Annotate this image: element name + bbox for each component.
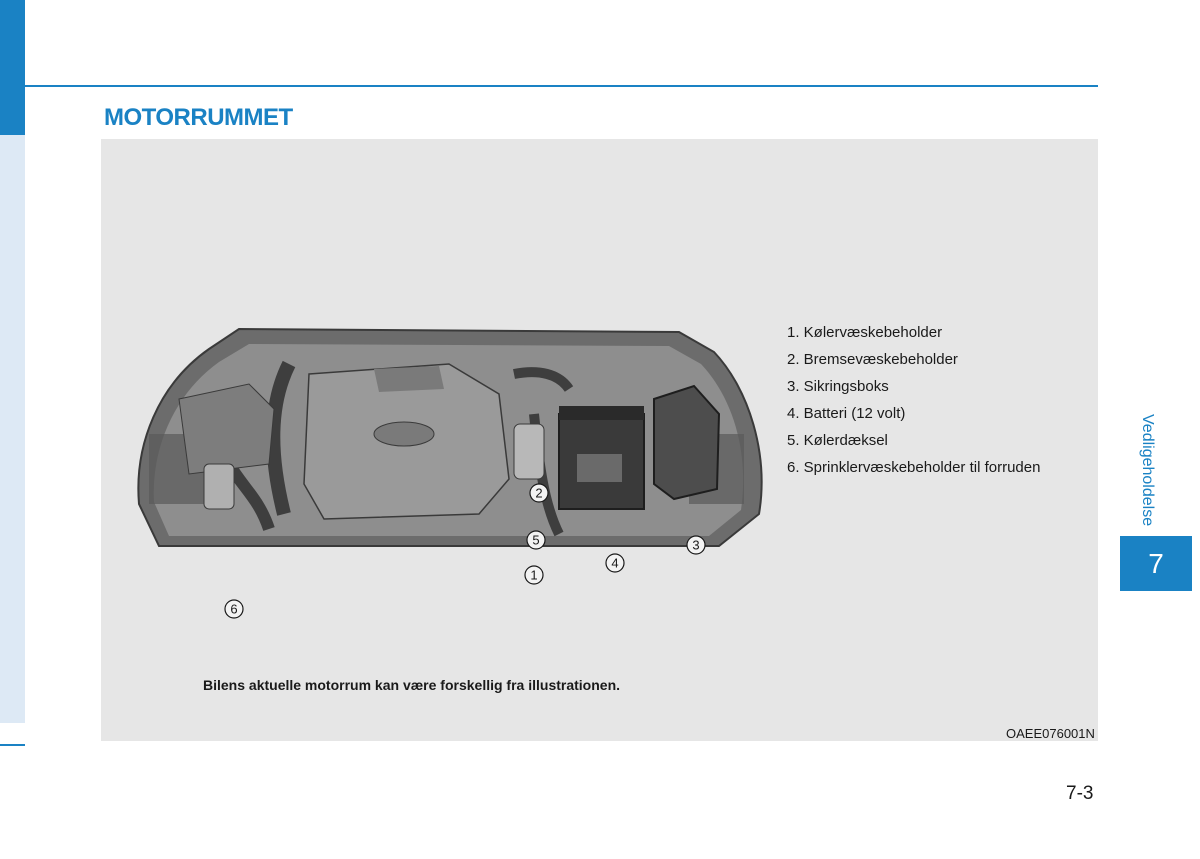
callout-1 <box>525 566 543 584</box>
legend-item: 3. Sikringsboks <box>787 378 889 395</box>
figure-panel <box>101 139 1098 741</box>
chapter-color-tab <box>0 0 25 135</box>
engine-compartment-illustration <box>119 314 759 617</box>
image-code: OAEE076001N <box>1006 726 1095 741</box>
svg-text:2: 2 <box>535 485 543 501</box>
callout-4 <box>606 554 624 572</box>
callout-6 <box>225 600 243 618</box>
chapter-side-label: Vedligeholdelse <box>1139 413 1156 527</box>
legend-item: 6. Sprinklervæskebeholder til forruden <box>787 459 1041 476</box>
section-title: MOTORRUMMET <box>104 104 293 131</box>
page-number: 7-3 <box>1066 783 1094 804</box>
callout-3 <box>687 536 705 554</box>
chapter-number-tab: 7 <box>1120 536 1192 591</box>
figure-note: Bilens aktuelle motorrum kan være forskellig fra illustrationen. <box>203 677 621 693</box>
legend-item: 4. Batteri (12 volt) <box>787 405 906 422</box>
svg-text:5: 5 <box>532 532 540 548</box>
left-margin-rule <box>0 744 25 746</box>
svg-text:4: 4 <box>611 555 619 571</box>
svg-text:1: 1 <box>530 567 538 583</box>
callout-2 <box>530 484 548 502</box>
callout-5 <box>527 531 545 549</box>
legend-item: 2. Bremsevæskebeholder <box>787 351 958 368</box>
header-rule <box>25 85 1098 87</box>
legend-item: 5. Kølerdæksel <box>787 432 888 449</box>
svg-text:3: 3 <box>692 537 700 553</box>
legend-item: 1. Kølervæskebeholder <box>787 324 943 341</box>
parts-legend <box>787 319 1040 481</box>
svg-text:6: 6 <box>230 601 238 617</box>
left-margin-strip <box>0 135 25 723</box>
